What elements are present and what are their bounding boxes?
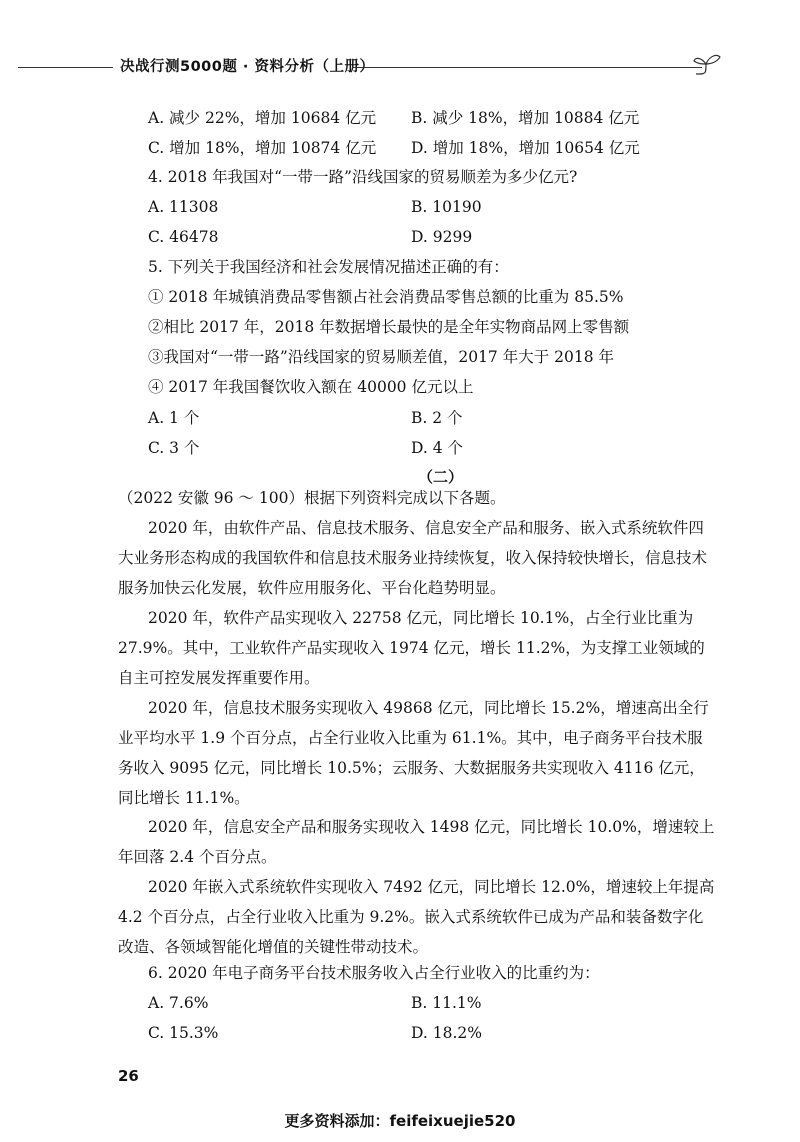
q5-statement-2: ②相比 2017 年，2018 年数据增长最快的是全年实物商品网上零售额 [148,318,630,336]
q3-options-row-1 [148,102,733,132]
option-c[interactable]: C. 增加 18%，增加 10874 亿元 [148,139,377,157]
page-number: 26 [118,1067,139,1085]
paragraph-4: 2020 年，信息安全产品和服务实现收入 1498 亿元，同比增长 10.0%，增速较上年回落 2.4 个百分点。 [118,818,715,866]
paragraph-2: 2020 年，软件产品实现收入 22758 亿元，同比增长 10.1%，占全行业比重为 27.9%。其中，工业软件产品实现收入 1974 亿元，增长 11.2%，为支撑工业领域的自主可控发展发挥重要作用。 [118,609,705,687]
option-a[interactable]: A. 减少 22%，增加 10684 亿元 [148,109,377,127]
option-d[interactable]: D. 18.2% [411,1024,482,1042]
option-c[interactable]: C. 46478 [148,228,219,246]
q6-options-row-1 [148,988,733,1018]
option-b[interactable]: B. 11.1% [411,994,482,1012]
book-title: 决战行测5000题 · 资料分析（上册） [120,59,375,75]
section-title: （二） [417,468,463,486]
option-a[interactable]: A. 11308 [148,198,219,216]
q5-options-row-2 [148,432,733,462]
option-b[interactable]: B. 减少 18%，增加 10884 亿元 [411,109,640,127]
questions-block [148,102,733,492]
option-b[interactable]: B. 10190 [411,198,482,216]
footer-note: 更多资料添加：feifeixuejie520 [284,1112,516,1130]
option-c[interactable]: C. 15.3% [148,1024,219,1042]
q6-block [148,958,733,1048]
option-a[interactable]: A. 7.6% [148,994,209,1012]
option-a[interactable]: A. 1 个 [148,409,200,427]
q5-options-row-1 [148,402,733,432]
option-c[interactable]: C. 3 个 [148,439,200,457]
section-source: （2022 安徽 96 ～ 100）根据下列资料完成以下各题。 [118,489,506,507]
sprout-icon [692,50,728,78]
paragraph-1: 2020 年，由软件产品、信息技术服务、信息安全产品和服务、嵌入式系统软件四大业务形态构成的我国软件和信息技术服务业持续恢复，收入保持较快增长，信息技术服务加快云化发展，软件应用服务化、平台化趋势明显。 [118,519,708,597]
option-d[interactable]: D. 9299 [411,228,473,246]
q5-statement-3: ③我国对“一带一路”沿线国家的贸易顺差值，2017 年大于 2018 年 [148,348,615,366]
option-d[interactable]: D. 增加 18%，增加 10654 亿元 [411,139,640,157]
q5-statement-4: ④ 2017 年我国餐饮收入额在 40000 亿元以上 [148,378,474,396]
q3-options-row-2 [148,132,733,162]
page-header [0,50,800,80]
header-rule-right [352,67,702,68]
option-b[interactable]: B. 2 个 [411,409,463,427]
q5-statement-1: ① 2018 年城镇消费品零售额占社会消费品零售总额的比重为 85.5% [148,288,624,306]
q4-question: 4. 2018 年我国对“一带一路”沿线国家的贸易顺差为多少亿元? [148,168,578,186]
q6-question: 6. 2020 年电子商务平台技术服务收入占全行业收入的比重约为： [148,964,600,982]
option-d[interactable]: D. 4 个 [411,439,464,457]
q4-options-row-1 [148,192,733,222]
paragraph-5: 2020 年嵌入式系统软件实现收入 7492 亿元，同比增长 12.0%，增速较上年提高 4.2 个百分点，占全行业收入比重为 9.2%。嵌入式系统软件已成为产品和装备数字化改造、各领域智能化增值的关键性带动技术。 [118,878,715,956]
q6-options-row-2 [148,1018,733,1048]
paragraph-3: 2020 年，信息技术服务实现收入 49868 亿元，同比增长 15.2%，增速高出全行业平均水平 1.9 个百分点，占全行业收入比重为 61.1%。其中，电子商务平台技术服务收入 9095 亿元，同比增长 10.5%；云服务、大数据服务共实现收入 4116 亿元，同比增长 11.1%。 [118,699,709,807]
q5-question: 5. 下列关于我国经济和社会发展情况描述正确的有： [148,258,509,276]
q4-options-row-2 [148,222,733,252]
header-rule-left [18,67,113,68]
